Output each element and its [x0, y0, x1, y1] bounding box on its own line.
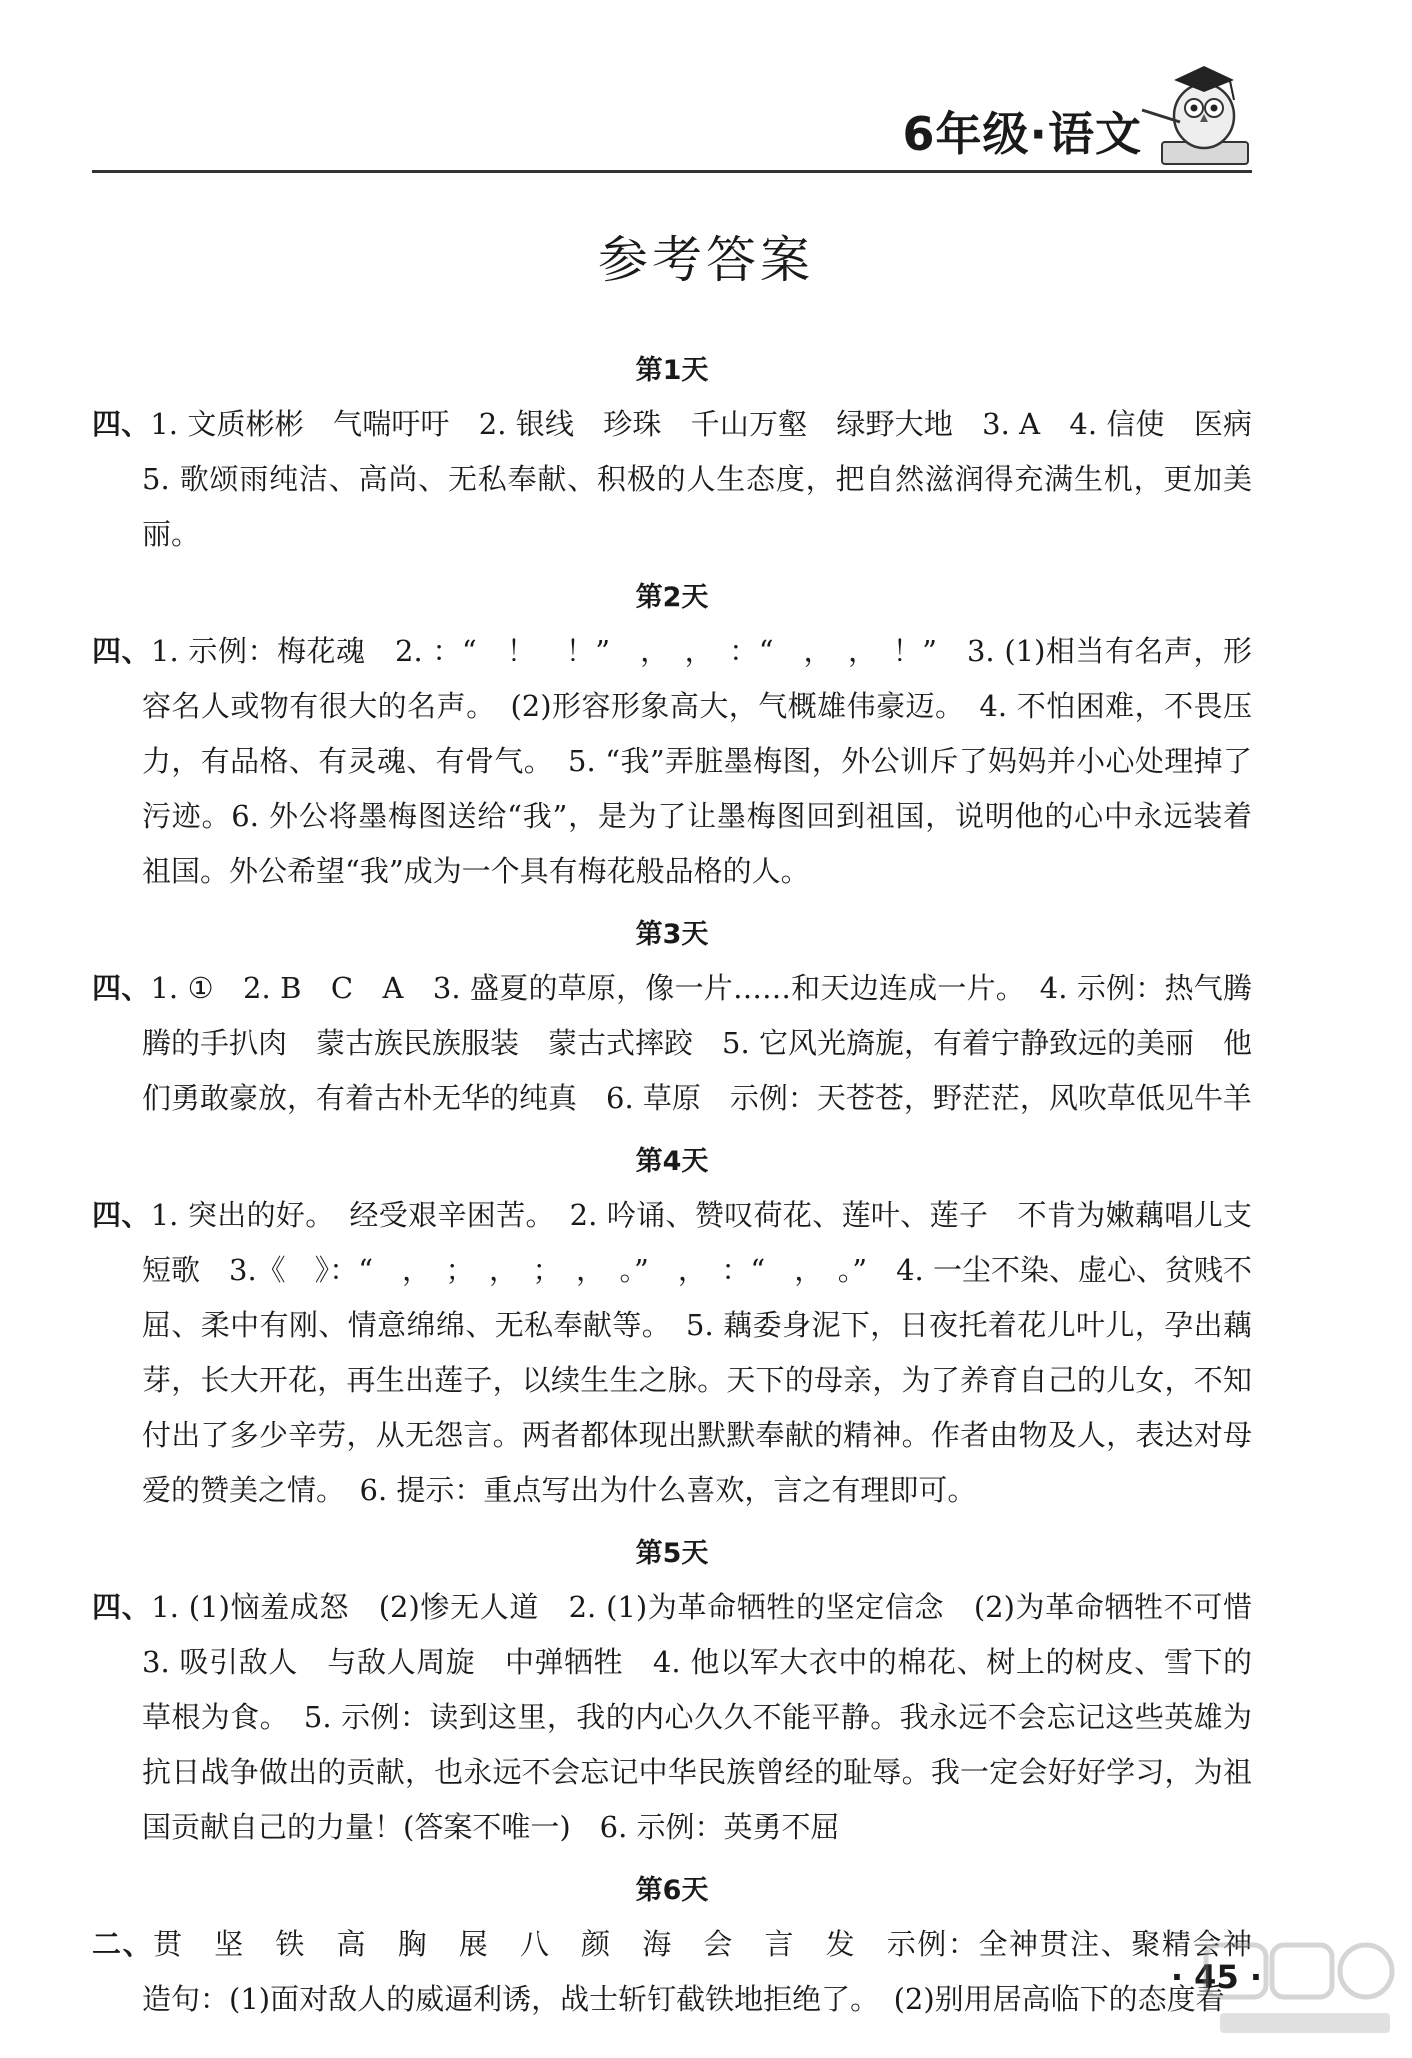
- header-title: 6年级·语文: [902, 107, 1142, 161]
- page-number: · 45 ·: [1170, 1958, 1262, 1996]
- watermark-logo-icon: [1200, 1935, 1400, 2045]
- section-marker: 四、: [92, 634, 152, 668]
- day-heading: 第4天: [635, 1146, 709, 1177]
- answer-paragraph: [92, 397, 1282, 562]
- day-block: [92, 345, 1282, 562]
- day-heading: 第6天: [635, 1875, 709, 1906]
- answer-paragraph: [92, 1188, 1252, 1518]
- section-marker: 四、: [92, 407, 151, 441]
- section-marker: 四、: [92, 1198, 151, 1232]
- day-heading: 第5天: [635, 1538, 709, 1569]
- page-title: 参考答案: [598, 231, 814, 289]
- day-block: [92, 1528, 1282, 1855]
- day-heading: 第2天: [635, 582, 709, 613]
- day-block: [92, 909, 1252, 1126]
- answer-text: 1. 示例：梅花魂 2. ：“ ！ ！” ， ， ：“ ， ， ！” 3. (1)相当有名声，形容名人或物有很大的名声。 (2)形容形象高大，气概雄伟豪迈。 4. 不怕困难，不畏压力，有品格、有灵魂、有骨气。 5. “我”弄脏墨梅图，外公训斥了妈妈并小心处理掉了污迹。6. 外公将墨梅图送给“我”，是为了让墨梅图回到祖国，说明他的心中永远装着祖国。外公希望“我”成为一个具有梅花般品格的人。: [142, 634, 1252, 888]
- day-block: [92, 572, 1252, 899]
- section-marker: 四、: [92, 971, 151, 1005]
- answer-paragraph: [92, 1580, 1282, 1855]
- section-marker: 四、: [92, 1590, 152, 1624]
- day-block: [92, 1136, 1252, 1518]
- answer-paragraph: [92, 961, 1252, 1126]
- answer-content: [92, 345, 1282, 2037]
- answer-paragraph: [92, 624, 1252, 899]
- answer-text: 1. 突出的好。 经受艰辛困苦。 2. 吟诵、赞叹荷花、莲叶、莲子 不肯为嫩藕唱儿支短歌 3.《 》：“ ， ； ， ； ， 。” ， ：“ ， 。” 4. 一尘不染、虚心、贫贱不屈、柔中有刚、情意绵绵、无私奉献等。 5. 藕委身泥下，日夜托着花儿叶儿，孕出藕芽，长大开花，再生出莲子，以续生生之脉。天下的母亲，为了养育自己的儿女，不知付出了多少辛劳，从无怨言。两者都体现出默默奉献的精神。作者由物及人，表达对母爱的赞美之情。 6. 提示：重点写出为什么喜欢，言之有理即可。: [142, 1198, 1252, 1507]
- answer-text: 1. 文质彬彬 气喘吁吁 2. 银线 珍珠 千山万壑 绿野大地 3. A 4. 信使 医病 5. 歌颂雨纯洁、高尚、无私奉献、积极的人生态度，把自然滋润得充满生机，更加美丽。: [142, 407, 1282, 551]
- day-heading: 第1天: [635, 355, 709, 386]
- answer-paragraph: [92, 1917, 1281, 2027]
- day-heading: 第3天: [635, 919, 709, 950]
- answer-text: 1. (1)恼羞成怒 (2)惨无人道 2. (1)为革命牺牲的坚定信念 (2)为革命牺牲不可惜 3. 吸引敌人 与敌人周旋 中弹牺牲 4. 他以军大衣中的棉花、树上的树皮、雪下的草根为食。 5. 示例：读到这里，我的内心久久不能平静。我永远不会忘记这些英雄为抗日战争做出的贡献，也永远不会忘记中华民族曾经的耻辱。我一定会好好学习，为祖国贡献自己的力量！(答案不唯一) 6. 示例：英勇不屈: [142, 1590, 1282, 1844]
- answer-text: 贯 坚 铁 高 胸 展 八 颜 海 会 言 发 示例：全神贯注、聚精会神 造句：(1)面对敌人的威逼利诱，战士斩钉截铁地拒绝了。 (2)别用居高临下的态度看: [142, 1927, 1281, 2016]
- day-block: [92, 1865, 1281, 2027]
- owl-mascot-icon: [1122, 50, 1252, 168]
- page-header: [92, 50, 1252, 173]
- answer-text: 1. ① 2. B C A 3. 盛夏的草原，像一片……和天边连成一片。 4. 示例：热气腾腾的手扒肉 蒙古族民族服装 蒙古式摔跤 5. 它风光旖旎，有着宁静致远的美丽 他们勇敢豪放，有着古朴无华的纯真 6. 草原 示例：天苍苍，野茫茫，风吹草低见牛羊: [142, 971, 1252, 1115]
- section-marker: 二、: [92, 1927, 154, 1961]
